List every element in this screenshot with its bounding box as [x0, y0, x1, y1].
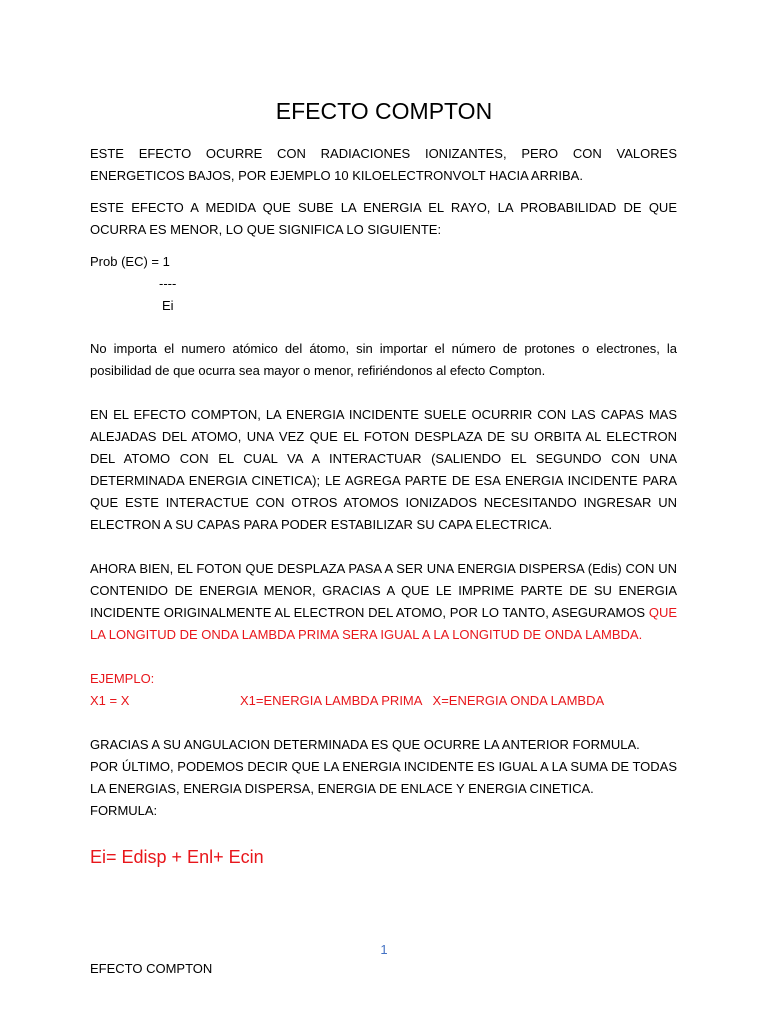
closing-line-1: GRACIAS A SU ANGULACION DETERMINADA ES QUE OCURRE LA ANTERIOR FORMULA. [90, 737, 640, 752]
formula-label: FORMULA: [90, 803, 158, 818]
formula-numerator: Prob (EC) = 1 [90, 254, 170, 269]
example-row [90, 690, 677, 712]
main-formula: Ei= Edisp + Enl+ Ecin [90, 847, 264, 867]
page-number: 1 [380, 942, 388, 957]
closing-block [90, 734, 677, 822]
formula-denominator: Ei [162, 298, 174, 313]
example-equation: X1 = X [90, 693, 130, 708]
probability-formula [90, 251, 677, 317]
paragraph-compton-effect: EN EL EFECTO COMPTON, LA ENERGIA INCIDENTE SUELE OCURRIR CON LAS CAPAS MAS ALEJADAS DEL ATOMO, UNA VEZ QUE EL FOTON DESPLAZA DE SU ORBITA AL ELECTRON DEL ATOMO CON EL CUAL VA A INTERACTUAR (SALIENDO EL SEGUNDO CON UNA DETERMINADA ENERGIA CINETICA); LE AGREGA PARTE DE ESA ENERGIA INCIDENTE PARA QUE ESTE INTERACTUE CON OTROS ATOMOS IONIZADOS NECESITANDO INGRESAR UN ELECTRON A SU CAPAS PARA PODER ESTABILIZAR SU CAPA ELECTRICA. [90, 407, 677, 532]
page-title: EFECTO COMPTON [275, 98, 493, 124]
footer-text: EFECTO COMPTON [90, 961, 213, 976]
example-legend: X1=ENERGIA LAMBDA PRIMA X=ENERGIA ONDA LAMBDA [240, 693, 605, 708]
example-block [90, 668, 677, 712]
paragraph-intro: ESTE EFECTO OCURRE CON RADIACIONES IONIZANTES, PERO CON VALORES ENERGETICOS BAJOS, POR EJEMPLO 10 KILOELECTRONVOLT HACIA ARRIBA. [90, 146, 677, 183]
paragraph-dispersed-energy-text: AHORA BIEN, EL FOTON QUE DESPLAZA PASA A SER UNA ENERGIA DISPERSA (Edis) CON UN CONTENIDO DE ENERGIA MENOR, GRACIAS A QUE LE IMPRIME PARTE DE SU ENERGIA INCIDENTE ORIGINALMENTE AL ELECTRON DEL ATOMO, POR LO TANTO, ASEGURAMOS [90, 561, 677, 620]
paragraph-dispersed-energy [90, 558, 677, 646]
closing-line-2: POR ÚLTIMO, PODEMOS DECIR QUE LA ENERGIA INCIDENTE ES IGUAL A LA SUMA DE TODAS LA ENERGIAS, ENERGIA DISPERSA, ENERGIA DE ENLACE Y ENERGIA CINETICA. [90, 759, 677, 796]
paragraph-probability: ESTE EFECTO A MEDIDA QUE SUBE LA ENERGIA EL RAYO, LA PROBABILIDAD DE QUE OCURRA ES MENOR, LO QUE SIGNIFICA LO SIGUIENTE: [90, 200, 677, 237]
formula-fraction-bar: ---- [159, 276, 177, 291]
example-heading: EJEMPLO: [90, 671, 155, 686]
paragraph-atomic-number: No importa el numero atómico del átomo, sin importar el número de protones o electrones, la posibilidad de que ocurra sea mayor o menor, refiriéndonos al efecto Compton. [90, 341, 677, 378]
highlighted-conclusion: QUE LA LONGITUD DE ONDA LAMBDA PRIMA SERA IGUAL A LA LONGITUD DE ONDA LAMBDA. [90, 605, 677, 642]
